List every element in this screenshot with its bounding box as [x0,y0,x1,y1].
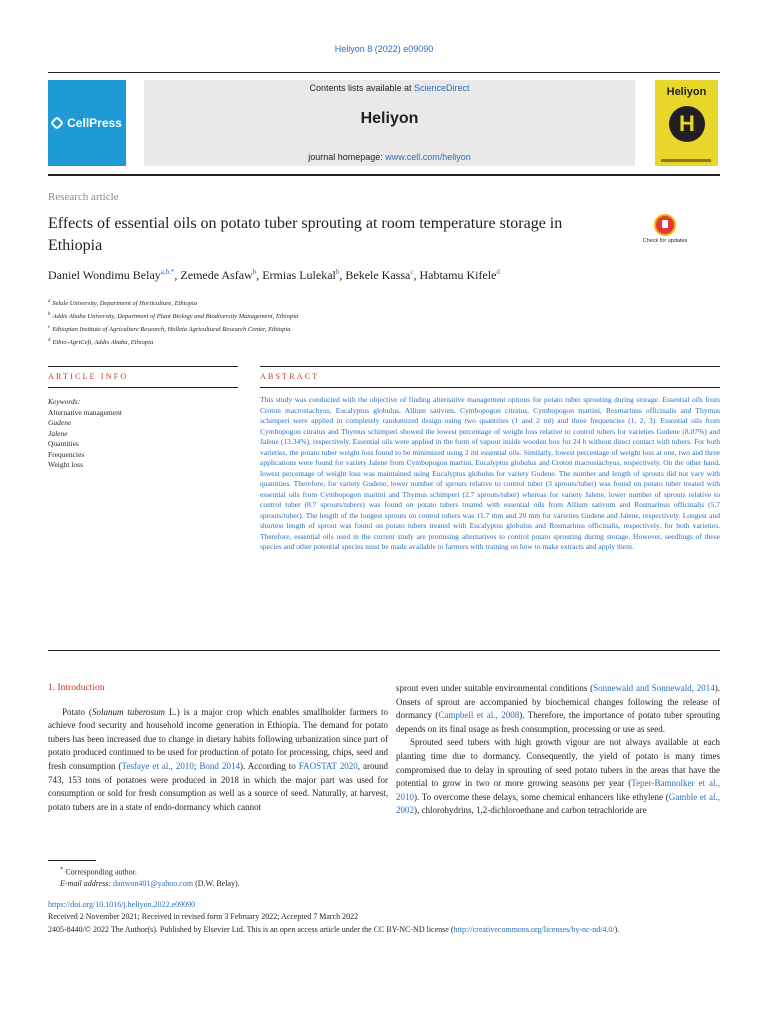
affiliation-item [48,322,720,335]
contents-prefix: Contents lists available at [309,83,415,93]
author-affiliation-mark[interactable]: a,b,* [160,268,175,276]
abstract-heading-rule [260,387,720,388]
author-name[interactable]: Habtamu Kifele [419,268,497,282]
affiliation-mark: d [48,338,51,344]
received-dates: Received 2 November 2021; Received in revised form 3 February 2022; Accepted 7 March 2022 [48,912,359,921]
citation-link[interactable]: Tesfaye et al., 2010 [121,760,194,771]
license-statement [48,924,720,935]
intro-text: ). Therefore, the importance of potato tuber sprouting depends on its final usage as fresh consumption, processing or use as seed. [396,710,720,734]
keyword-item: Alternative management [48,407,122,417]
cover-title: Heliyon [666,86,707,98]
contents-line [144,83,635,93]
affiliation-text: Ethiopian Institute of Agriculture Research, Holleta Agricultural Research Center, Ethiopia [52,326,291,334]
affiliation-mark: c [48,325,51,331]
article-info-heading: ARTICLE INFO [48,372,129,381]
species-name: Solanum tuberosum [91,706,166,717]
check-updates-icon [654,214,676,236]
check-for-updates-button[interactable] [640,214,690,264]
corresponding-label: Corresponding author. [65,867,137,877]
keyword-item: Frequencies [48,449,85,459]
check-updates-label: Check for updates [642,238,688,244]
citation-link[interactable]: Campbell et al., 2008 [438,710,520,721]
keywords-label: Keywords: [48,397,81,406]
journal-name: Heliyon [360,110,419,127]
cellpress-logo-block[interactable] [48,80,126,166]
sciencedirect-link[interactable]: ScienceDirect [414,83,470,93]
intro-paragraph [48,706,388,815]
email-label: E-mail address: [60,879,114,888]
homepage-link[interactable]: www.cell.com/heliyon [385,152,471,162]
citation-link[interactable]: Sonnewald and Sonnewald, 2014 [593,683,715,693]
abstract-top-rule [260,366,720,367]
intro-text: ). Onsets of sprout are accompanied by biochemical changes following the release of dormancy ( [396,683,721,721]
email-note [60,879,240,888]
license-close: ). [614,925,620,934]
cellpress-label: CellPress [67,116,122,130]
keyword-item: Weight loss [48,460,84,469]
homepage-prefix: journal homepage: [308,152,386,162]
abstract-text: This study was conducted with the objective of finding alternative management options for potato tuber sprouting during storage. Essential oils from Croton macrostachyus, Eucalyptus globulus, Allium sativum, Cymbopogon citratus, Cymbopogon martini, Rosmarinus officinalis and Thymus schimperi were applied in completely randomized design using two quantities (1 and 2 ml) and three frequencies (1, 2, 3). Essential oils from Cymbopogon citratus and Thymus schimperi showed the lowest percentage of weight loss relative to control tubers for varieties Gudene (8.07%) and Jalene (13.34%), respectively. Essential oils were applied in the form of vapour inside wooden box for 24 h without direct contact with tubers. For both varieties, the potato tuber weight loss found to be minimized using 2 ml essential oils. Similarly, lowest percentage of weight loss at one, two and three applications were found for variety Jalene from Cymbopogon martini, Eucalyptus globulus and Croton macrostachyus, respectively. On the other hand, lowest percentage of weight loss was maintained using Eucalyptus globulus for variety Gudene. The number and length of sprouts did not vary with quantities. Therefore, for variety Gudene, lower number of sprouts relative to control tuber (3 sprouts/tuber) was found on potato tuber treated with essential oils from Cymbopogon martini and Thymus schimperi (2.7 sprouts/tuber) whereas for variety Jalene, lower number of sprouts relative to control tuber (8.7 sprouts/tubers) was found on potato tubers treated with essential oils from Allium sativum and Rosmarinus officinalis (5.7 sprouts/tuber). The length of the longest sprouts on control tubers was 11.7 mm and 20 mm for varieties Gudene and Jalene, respectively. Longest and shortest length of sprout was found on potato tubers treated with Eucalyptus globulus and Rosmarinus officinalis, respectively, for both varieties. Therefore, essential oils used in the current study are promising alternatives to control potato sprouting during storage. However, seedlings of these species and other potential species must be made available to farmers with training on how to make extracts and apply them. [260,395,720,551]
keywords-list [48,397,238,471]
intro-heading: 1. Introduction [48,683,105,693]
cover-footer-bar [661,159,711,162]
abstract-heading: ABSTRACT [260,372,320,381]
heliyon-h-icon: H [669,106,705,142]
keyword-item: Quantities [48,439,79,448]
affiliation-text: Addis Ababa University, Department of Plant Biology and Biodiversity Management, Ethiopia [52,313,299,321]
affiliations [48,296,720,349]
citation-link[interactable]: FAOSTAT 2020 [298,760,358,771]
intro-text: Sprouted seed tubers with high growth vigour are not always available at each planting time due to dormancy. Consequently, the yield of potato is many times compromised due to delay in sprouting of seed potato tubers in the areas that have the potential to grow in two or more growing seasons per year ( [396,737,720,789]
intro-left-column [48,682,388,814]
doi-link[interactable]: https://doi.org/10.1016/j.heliyon.2022.e09090 [48,900,196,909]
corresponding-author-note [60,866,137,877]
author-name[interactable]: Daniel Wondimu Belay [48,268,161,282]
author-name[interactable]: Ermias Lulekal [262,268,336,282]
affiliation-item [48,296,720,309]
email-link[interactable]: danwon401@yahoo.com [113,879,194,888]
intro-text: L.) is a major crop which enables smallholder farmers to achieve food security and household income generation in Ethiopia. The demand for potato tubers has been increased due to change in dietary habits following urbanization since part of potato produced continued to be used for production of potato for processing, chips, seed and fresh consumption ( [48,706,389,771]
citation-link[interactable]: Gamble et al., 2002 [396,791,721,816]
affiliation-text: Ethio-AgriCeft, Addis Ababa, Ethiopia [52,339,154,347]
intro-text: ). According to [239,760,299,771]
homepage-line [144,152,635,162]
keyword-item: Jalene [48,428,68,438]
intro-paragraph [396,682,720,736]
citation-separator: ; [193,760,200,771]
affiliation-mark: a [48,299,51,304]
journal-citation[interactable]: Heliyon 8 (2022) e09090 [334,44,434,54]
footnote-rule [48,860,96,861]
intro-text: , around 743, 153 tons of potatoes were produced in 2018 in which the major part was used for consumption or sold for fresh consumption as well as a source of seed. Naturally, at harvest, potato tubers are in a state of endo-dormancy which cannot [48,760,388,812]
masthead-center [144,80,635,166]
cellpress-logo [52,116,122,130]
author-list: Daniel Wondimu Belay$^{a,b,*}$, Zemede Asfaw$^b$, Ermias Lulekal$^b$, Bekele Kassa$^c$, Habtamu Kifele$^d$ [48,268,500,282]
intro-text: ). To overcome these delays, some chemical enhancers like ethylene ( [414,791,669,802]
intro-text: Potato ( [62,706,92,717]
article-title: Effects of essential oils on potato tuber sprouting at room temperature storage in Ethiopia [48,215,563,254]
license-link[interactable]: http://creativecommons.org/licenses/by-nc-nd/4.0/ [453,925,615,934]
corresponding-mark: * [60,866,64,873]
author-affiliation-mark[interactable]: b [252,268,257,276]
article-type: Research article [48,191,119,203]
journal-masthead [48,72,720,176]
license-text: 2405-8440/© 2022 The Author(s). Published by Elsevier Ltd. This is an open access article under the CC BY-NC-ND license ( [48,925,454,934]
cellpress-icon [50,116,64,130]
citation-link[interactable]: Bond 2014 [199,760,240,771]
author-affiliation-mark[interactable]: c [410,268,414,276]
intro-text: sprout even under suitable environmental conditions ( [396,683,594,693]
affiliation-mark: b [48,312,51,318]
intro-paragraph [396,736,720,818]
author-affiliation-mark[interactable]: b [335,268,340,276]
journal-cover-thumbnail[interactable] [655,80,718,166]
article-info-heading-rule [48,387,238,388]
author-name[interactable]: Zemede Asfaw [180,268,253,282]
citation-link[interactable]: Teper-Bamnolker et al., 2010 [396,778,720,802]
author-affiliation-mark[interactable]: d [496,268,500,276]
keyword-item: Gudene [48,418,72,427]
affiliation-item [48,309,720,322]
intro-right-column [396,682,720,818]
intro-text: ), chlorohydrins, 1,2-dichloroethane and carbon tetrachloride are [414,805,647,816]
author-name[interactable]: Bekele Kassa [345,268,411,282]
abstract-bottom-rule [48,650,720,651]
article-info-top-rule [48,366,238,367]
affiliation-text: Selale University, Department of Horticulture, Ethiopia [52,300,197,308]
email-suffix: (D.W. Belay). [193,879,240,888]
affiliation-item [48,335,720,348]
